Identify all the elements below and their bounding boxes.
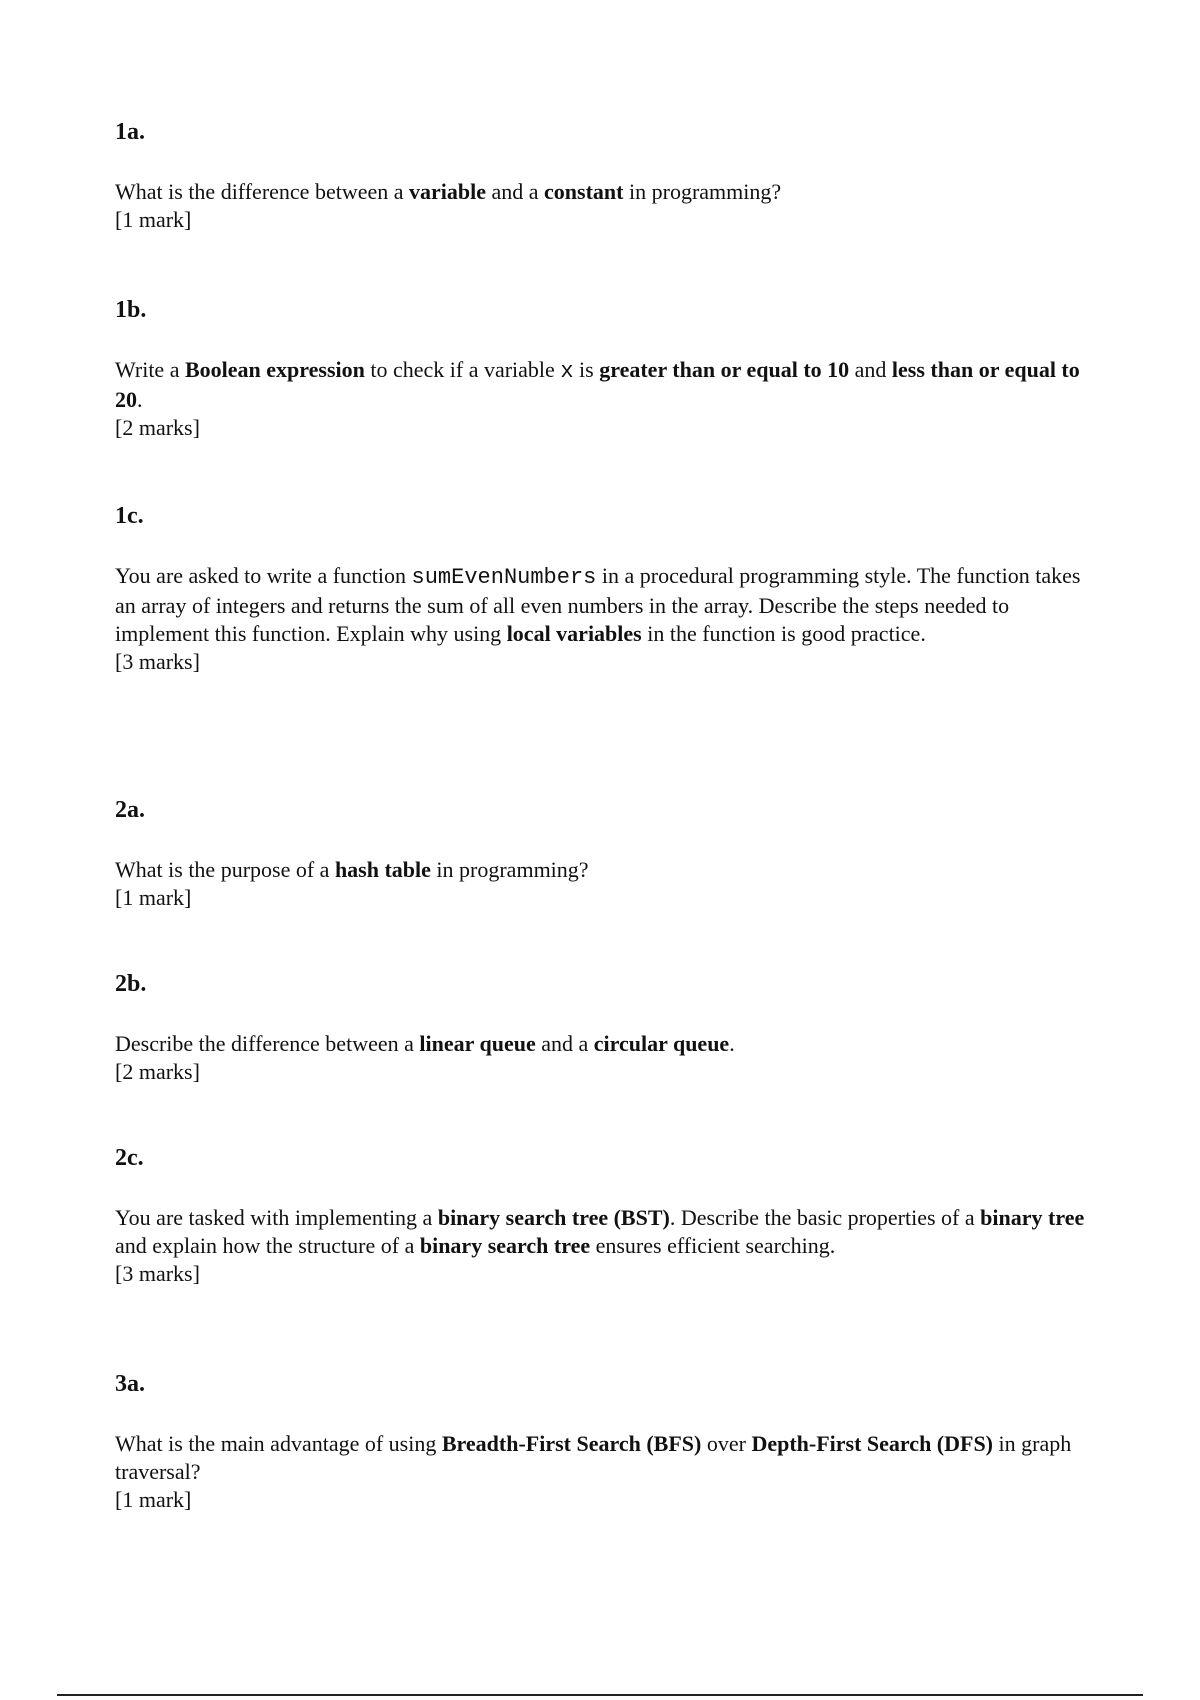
text-run: in the function is good practice. [641,621,926,646]
question-1c [115,502,1095,676]
text-run: in programming? [623,179,782,204]
marks-label: [1 mark] [115,207,192,232]
question-text [115,562,1095,676]
question-text [115,178,1095,234]
question-text [115,356,1095,442]
text-run: over [701,1431,752,1456]
bold-term: less than or equal to 20 [115,357,1080,412]
question-label: 2c. [115,1145,144,1171]
text-run: . Describe the basic properties of a [669,1205,981,1230]
text-run: . [729,1031,735,1056]
text-run: Describe the difference between a [115,1031,420,1056]
text-run: to check if a variable [364,357,561,382]
text-run: and explain how the structure of a [115,1233,420,1258]
question-1b [115,296,1095,442]
question-label: 1a. [115,119,145,145]
bold-term: Boolean expression [184,357,365,382]
text-run: in a procedural programming style. The function takes an array of integers and returns the sum of all even numbers in the array. Describe the steps needed to implement this function. Explain why using [115,563,1081,646]
text-run: and a [486,179,545,204]
question-1a [115,118,1095,234]
text-run: in programming? [430,857,589,882]
bold-term: hash table [334,857,431,882]
text-run: and [849,357,892,382]
text-run: in graph traversal? [115,1431,1072,1484]
code-term: x [560,359,574,384]
bold-term: Depth-First Search (DFS) [751,1431,994,1456]
text-run: You are tasked with implementing a [115,1205,438,1230]
bold-term: binary search tree (BST) [437,1205,670,1230]
question-label: 3a. [115,1371,145,1397]
text-run: ensures efficient searching. [590,1233,836,1258]
bold-term: binary tree [980,1205,1085,1230]
text-run: What is the main advantage of using [115,1431,442,1456]
question-label: 2b. [115,971,147,997]
text-run: and a [535,1031,594,1056]
text-run: . [137,387,143,412]
marks-label: [3 marks] [115,1261,200,1286]
bold-term: greater than or equal to 10 [599,357,850,382]
text-run: What is the purpose of a [115,857,335,882]
question-label: 1b. [115,297,147,323]
marks-label: [2 marks] [115,415,200,440]
bold-term: variable [409,179,487,204]
text-run: What is the difference between a [115,179,410,204]
bold-term: linear queue [419,1031,536,1056]
footer-divider [57,1694,1143,1696]
bold-term: local variables [506,621,642,646]
question-2b [115,970,1095,1086]
question-text [115,1030,1095,1086]
bold-term: circular queue [593,1031,730,1056]
bold-term: Breadth-First Search (BFS) [441,1431,702,1456]
question-text [115,856,1095,912]
question-label: 1c. [115,503,144,529]
question-text [115,1430,1095,1514]
question-label: 2a. [115,797,145,823]
code-term: sumEvenNumbers [411,565,597,590]
marks-label: [3 marks] [115,649,200,674]
question-3a [115,1370,1095,1514]
text-run: is [573,357,600,382]
question-text [115,1204,1095,1288]
marks-label: [1 mark] [115,885,192,910]
bold-term: constant [544,179,624,204]
bold-term: binary search tree [419,1233,591,1258]
marks-label: [2 marks] [115,1059,200,1084]
question-2c [115,1144,1095,1288]
question-2a [115,796,1095,912]
text-run: You are asked to write a function [115,563,412,588]
text-run: Write a [115,357,185,382]
marks-label: [1 mark] [115,1487,192,1512]
